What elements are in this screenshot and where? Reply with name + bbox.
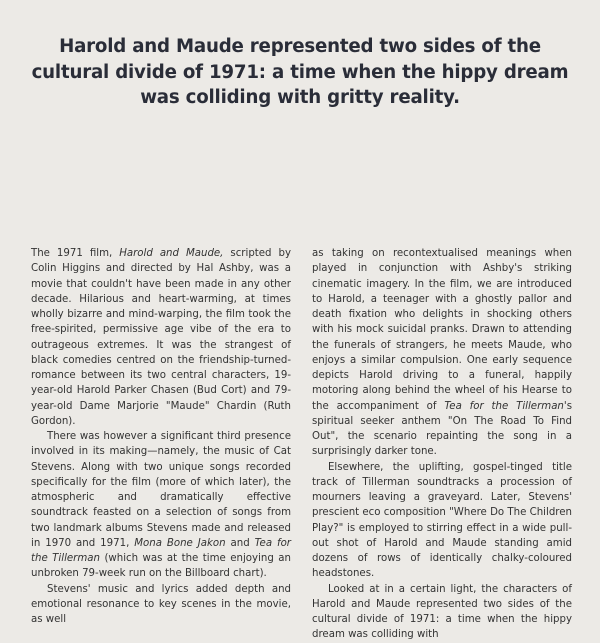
text-run: and: [225, 537, 255, 549]
film-title: Harold and Maude,: [119, 248, 224, 259]
right-paragraph-1: [312, 246, 572, 460]
album-title: Tea for the Tillerman: [444, 400, 564, 412]
body-text-columns: [31, 246, 573, 641]
text-run: scripted by Colin Higgins and directed by Hal Ashby, was a movie that couldn't have been made in any other decade. Hilarious and heart-warming, at times wholly bizarre and mind-warping, the film took the free-spirited, permissive age vibe of the era to outrageous extremes. It was the strangest of black comedies centred on the friendship-turned-romance between its two central characters, 19-year-old Harold Parker Chasen (Bud Cort) and 79-year-old Dame Marjorie "Maude" Chardin (Ruth Gordon).: [31, 248, 291, 427]
pull-quote-headline: Harold and Maude represented two sides of the cultural divide of 1971: a time when the hippy dream was colliding with gritty reality.: [31, 36, 569, 108]
album-title: Tea for the Tillerman: [31, 537, 291, 564]
right-column: [312, 246, 572, 643]
right-paragraph-2: Elsewhere, the uplifting, gospel-tinged title track of Tillerman soundtracks a procession of mourners leaving a graveyard. Later, Stevens' prescient eco composition "Where Do The Children Play?" is employed to stirring effect in a wide pull-out shot of Harold and Maude standing amid dozens of rows of identically chalky-coloured headstones.: [312, 461, 572, 580]
text-run: The 1971 film,: [31, 248, 120, 259]
album-title: Mona Bone Jakon: [134, 537, 226, 549]
left-paragraph-1: [31, 246, 291, 429]
left-paragraph-3: Stevens' music and lyrics added depth and emotional resonance to key scenes in the movie, as well: [31, 583, 291, 625]
right-paragraph-3: Looked at in a certain light, the characters of Harold and Maude represented two sides of the cultural divide of 1971: a time when the hippy dream was colliding with: [312, 583, 572, 641]
text-run: There was however a significant third presence involved in its making—namely, the music of Cat Stevens. Along with two unique songs recorded specifically for the film (more of which later), the atmospheric and dramatically effective soundtrack feasted on a selection of songs from two landmark albums Stevens made and released in 1970 and 1971,: [31, 431, 291, 549]
text-run: (which was at the time enjoying an unbroken 79-week run on the Billboard chart).: [31, 553, 291, 580]
left-column: [31, 246, 291, 627]
left-paragraph-2: [31, 429, 291, 582]
text-run: as taking on recontextualised meanings when played in conjunction with Ashby's striking cinematic imagery. In the film, we are introduced to Harold, a teenager with a ghostly pallor and death fixation who delights in shocking others with his mock suicidal pranks. Drawn to attending the funerals of strangers, he meets Maude, who enjoys a similar compulsion. One early sequence depicts Harold driving to a funeral, happily motoring along behind the wheel of his Hearse to the accompaniment of: [312, 248, 572, 412]
text-run: 's spiritual seeker anthem "On The Road To Find Out", the scenario repainting the song in a surprisingly darker tone.: [312, 400, 572, 458]
